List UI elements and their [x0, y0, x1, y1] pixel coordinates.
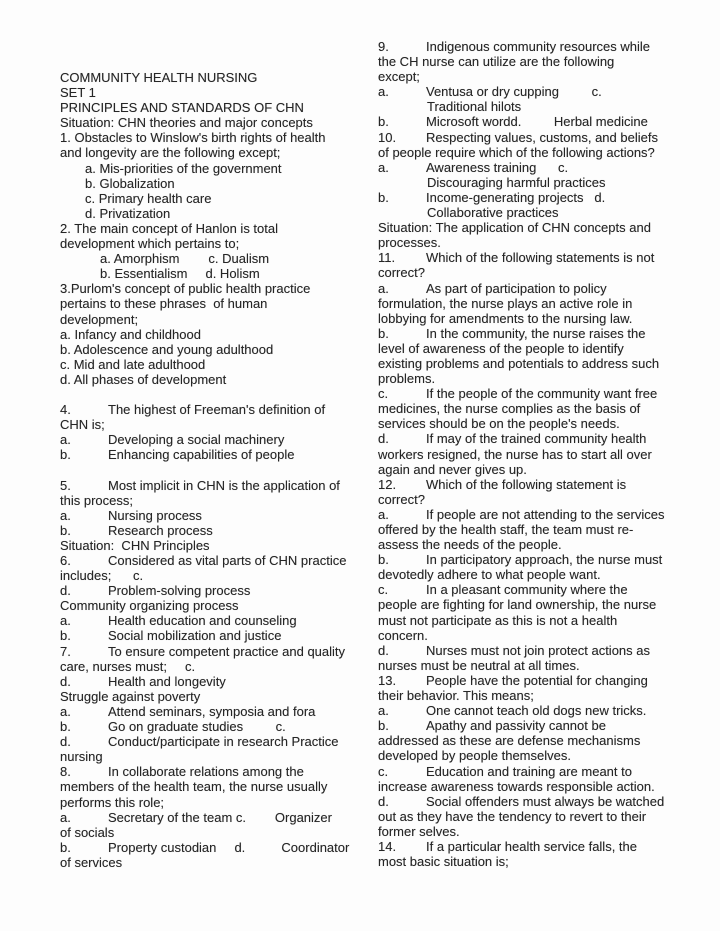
- text-line: nursing: [60, 749, 103, 765]
- left-text-column: [60, 70, 360, 870]
- text-line: 13. People have the potential for changing: [378, 672, 648, 688]
- text-line: developed by people themselves.: [378, 748, 571, 764]
- right-text-column: [378, 39, 678, 869]
- text-line: c. Mid and late adulthood: [60, 356, 206, 372]
- text-line: b. Income-generating projects d.: [378, 189, 606, 205]
- text-line: a. Health education and counseling: [60, 613, 297, 629]
- text-line: b. Enhancing capabilities of people: [60, 447, 295, 463]
- text-line: Situation: The application of CHN concepts and: [378, 220, 651, 236]
- text-line: a. Awareness training c.: [378, 159, 569, 175]
- text-line: 3.Purlom's concept of public health practice: [60, 281, 311, 297]
- text-line: b. Essentialism d. Holism: [100, 266, 260, 282]
- text-line: this process;: [60, 492, 133, 508]
- text-line: people are fighting for land ownership, the nurse: [378, 597, 657, 613]
- text-line: formulation, the nurse plays an active role in: [378, 295, 633, 311]
- text-line: medicines, the nurse complies as the basis of: [378, 401, 641, 417]
- text-line: c. If the people of the community want free: [378, 386, 658, 402]
- text-line: Situation: CHN Principles: [60, 537, 210, 553]
- text-line: lobbying for amendments to the nursing law.: [378, 310, 633, 326]
- text-line: concern.: [378, 627, 428, 643]
- text-line: most basic situation is;: [378, 854, 509, 870]
- text-line: COMMUNITY HEALTH NURSING: [60, 70, 258, 85]
- text-line: 10. Respecting values, customs, and beliefs: [378, 129, 658, 145]
- text-line: Traditional hilots: [427, 99, 522, 115]
- text-line: CHN is;: [60, 417, 105, 433]
- text-line: SET 1: [60, 85, 96, 101]
- text-line: c. Primary health care: [85, 190, 212, 206]
- text-line: care, nurses must; c.: [60, 658, 196, 674]
- text-line: services should be on the people's needs.: [378, 416, 620, 432]
- text-line: a. Amorphism c. Dualism: [100, 251, 270, 267]
- text-line: a. Developing a social machinery: [60, 432, 285, 448]
- text-line: b. Property custodian d. Coordinator: [60, 839, 350, 855]
- text-line: c. In a pleasant community where the: [378, 582, 628, 598]
- text-line: 8. In collaborate relations among the: [60, 764, 304, 780]
- text-line: b. Adolescence and young adulthood: [60, 341, 274, 357]
- text-line: d. Conduct/participate in research Practice: [60, 734, 339, 750]
- text-line: workers resigned, the nurse has to start all over: [378, 446, 652, 462]
- text-line: the CH nurse can utilize are the following: [378, 54, 615, 70]
- text-line: of people require which of the following actions?: [378, 144, 655, 160]
- text-line: d. Nurses must not join protect actions as: [378, 642, 650, 658]
- text-line: 6. Considered as vital parts of CHN practice: [60, 553, 347, 568]
- text-line: d. Social offenders must always be watched: [378, 793, 665, 809]
- text-line: processes.: [378, 235, 441, 251]
- text-line: a. Infancy and childhood: [60, 326, 201, 342]
- text-line: a. Attend seminars, symposia and fora: [60, 703, 316, 719]
- text-line: increase awareness towards responsible action.: [378, 778, 655, 794]
- text-line: existing problems and potentials to address such: [378, 355, 660, 371]
- text-line: Collaborative practices: [427, 205, 559, 221]
- text-line: except;: [378, 69, 420, 85]
- text-line: PRINCIPLES AND STANDARDS OF CHN: [60, 100, 304, 116]
- text-line: [60, 462, 360, 477]
- text-line: of services: [60, 854, 123, 870]
- text-line: b. Apathy and passivity cannot be: [378, 718, 606, 734]
- text-line: 7. To ensure competent practice and quality: [60, 643, 346, 659]
- text-line: b. Research process: [60, 522, 213, 538]
- text-line: problems.: [378, 371, 436, 387]
- text-line: b. Go on graduate studies c.: [60, 719, 286, 735]
- text-line: a. Nursing process: [60, 507, 202, 523]
- text-line: b. Microsoft wordd. Herbal medicine: [378, 114, 648, 130]
- text-line: a. One cannot teach old dogs new tricks.: [378, 703, 647, 719]
- text-line: former selves.: [378, 823, 460, 839]
- text-line: b. Social mobilization and justice: [60, 628, 282, 644]
- text-line: Situation: CHN theories and major concepts: [60, 115, 313, 131]
- text-line: 1. Obstacles to Winslow's birth rights of health: [60, 130, 326, 146]
- text-line: 5. Most implicit in CHN is the application of: [60, 477, 340, 493]
- text-line: 4. The highest of Freeman's definition of: [60, 402, 326, 418]
- text-line: offered by the health staff, the team must re-: [378, 522, 634, 537]
- text-line: level of awareness of the people to identify: [378, 340, 624, 356]
- text-line: assess the needs of the people.: [378, 537, 562, 553]
- text-line: a. Ventusa or dry cupping c.: [378, 84, 602, 100]
- text-line: a. Mis-priorities of the government: [85, 160, 282, 176]
- text-line: d. Health and longevity: [60, 673, 226, 689]
- text-line: 11. Which of the following statements is not: [378, 250, 655, 266]
- text-line: a. If people are not attending to the services: [378, 506, 665, 522]
- text-line: d. All phases of development: [60, 371, 227, 387]
- text-line: members of the health team, the nurse usually: [60, 779, 328, 795]
- text-line: [60, 387, 360, 402]
- text-line: correct?: [378, 491, 425, 507]
- text-line: c. Education and training are meant to: [378, 763, 632, 779]
- text-line: and longevity are the following except;: [60, 145, 281, 161]
- text-line: includes; c.: [60, 568, 144, 584]
- text-line: 14. If a particular health service falls, the: [378, 838, 637, 854]
- text-line: development;: [60, 311, 139, 327]
- text-line: again and never gives up.: [378, 461, 527, 477]
- text-line: d. Privatization: [85, 205, 171, 221]
- text-line: d. Problem-solving process: [60, 583, 251, 599]
- text-line: 12. Which of the following statement is: [378, 476, 627, 492]
- text-line: performs this role;: [60, 794, 165, 810]
- text-line: of socials: [60, 824, 115, 840]
- text-line: correct?: [378, 265, 425, 281]
- text-line: Discouraging harmful practices: [427, 174, 606, 190]
- text-line: nurses must be neutral at all times.: [378, 657, 580, 673]
- text-line: addressed as these are defense mechanisms: [378, 733, 641, 749]
- text-line: must not participate as this is not a health: [378, 612, 618, 628]
- text-line: out as they have the tendency to revert to their: [378, 808, 647, 824]
- text-line: b. In participatory approach, the nurse must: [378, 552, 663, 568]
- text-line: a. As part of participation to policy: [378, 280, 607, 296]
- text-line: development which pertains to;: [60, 236, 240, 252]
- text-line: Struggle against poverty: [60, 688, 201, 704]
- text-line: b. In the community, the nurse raises the: [378, 325, 646, 341]
- text-line: a. Secretary of the team c. Organizer: [60, 809, 332, 825]
- text-line: Community organizing process: [60, 598, 239, 614]
- text-line: their behavior. This means;: [378, 688, 534, 704]
- text-line: devotedly adhere to what people want.: [378, 567, 601, 583]
- text-line: pertains to these phrases of human: [60, 296, 268, 312]
- text-line: 9. Indigenous community resources while: [378, 39, 650, 54]
- text-line: b. Globalization: [85, 175, 175, 191]
- text-line: 2. The main concept of Hanlon is total: [60, 220, 278, 236]
- text-line: d. If may of the trained community health: [378, 431, 647, 447]
